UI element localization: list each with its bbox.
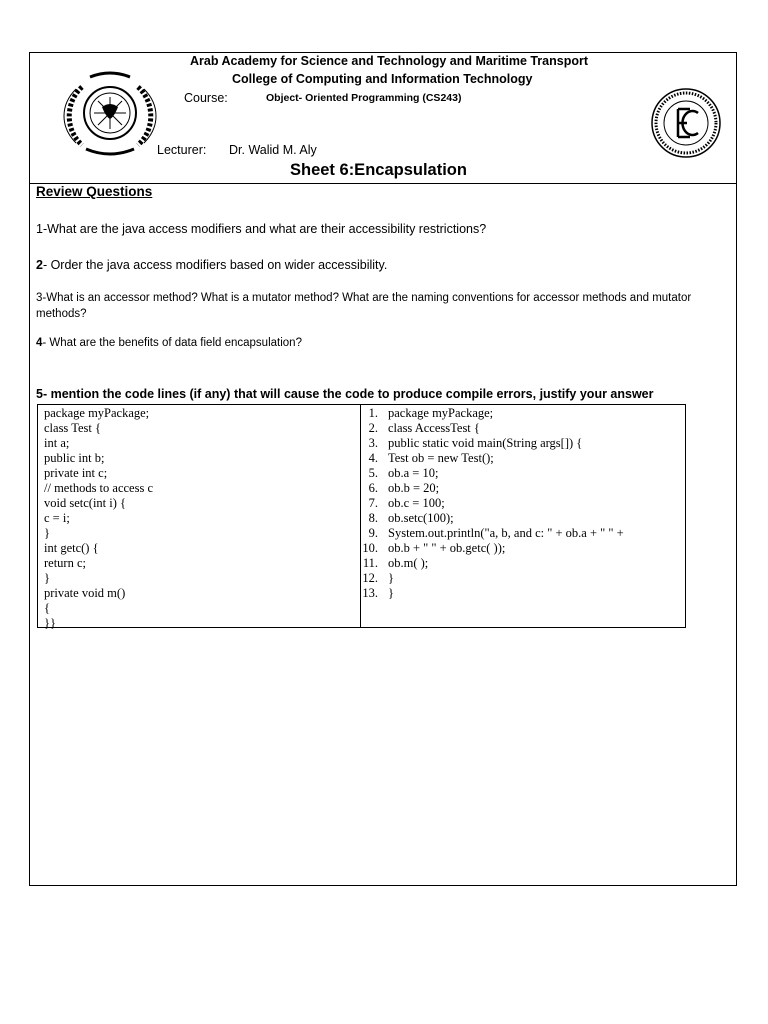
line-number: 2. xyxy=(368,421,378,435)
code-line: private int c; xyxy=(44,466,108,480)
numbered-code-line xyxy=(362,436,685,451)
numbered-code-line xyxy=(362,541,685,556)
line-text: package myPackage; xyxy=(388,406,494,420)
line-text: public static void main(String args[]) { xyxy=(388,436,583,450)
numbered-code-line xyxy=(362,586,685,601)
line-text: ob.a = 10; xyxy=(388,466,439,480)
line-text: ob.m( ); xyxy=(388,556,429,570)
question-3: 3-What is an accessor method? What is a mutator method? What are the naming conventions for accessor methods and mutator methods? xyxy=(36,292,692,320)
access-test-code xyxy=(362,405,685,628)
code-line: } xyxy=(44,571,50,585)
institution-name: Arab Academy for Science and Technology and Maritime Transport xyxy=(190,54,589,68)
code-line: return c; xyxy=(44,556,86,570)
line-number: 5. xyxy=(368,466,378,480)
code-line: int a; xyxy=(44,436,70,450)
line-text: Test ob = new Test(); xyxy=(388,451,494,465)
code-line: int getc() { xyxy=(44,541,99,555)
code-line: { xyxy=(44,601,50,615)
line-number: 12. xyxy=(362,571,378,585)
numbered-code-line xyxy=(362,496,685,511)
numbered-code-line xyxy=(362,466,685,481)
question-1: 1-What are the java access modifiers and what are their accessibility restrictions? xyxy=(36,222,487,236)
line-text: ob.c = 100; xyxy=(388,496,445,510)
line-number: 11. xyxy=(362,556,378,570)
line-text: System.out.println("a, b, and c: " + ob.a + " " + xyxy=(388,526,624,540)
course-name: Object- Oriented Programming (CS243) xyxy=(266,92,462,104)
sheet-title: Sheet 6:Encapsulation xyxy=(290,161,467,179)
question-4: 4- What are the benefits of data field encapsulation? xyxy=(36,337,302,349)
line-text: ob.b = 20; xyxy=(388,481,440,495)
code-line: private void m() xyxy=(44,586,126,600)
line-number: 10. xyxy=(362,541,378,555)
academy-seal-icon xyxy=(52,67,168,159)
code-line: c = i; xyxy=(44,511,70,525)
numbered-code-line xyxy=(362,406,685,421)
code-line: }} xyxy=(44,616,56,630)
numbered-code-line xyxy=(362,451,685,466)
line-number: 8. xyxy=(368,511,378,525)
line-number: 9. xyxy=(368,526,378,540)
numbered-code-line xyxy=(362,511,685,526)
exercise-sheet xyxy=(29,52,737,886)
line-number: 4. xyxy=(368,451,378,465)
line-number: 7. xyxy=(368,496,378,510)
line-number: 3. xyxy=(368,436,378,450)
lecturer-label: Lecturer: xyxy=(157,143,207,157)
line-number: 6. xyxy=(368,481,378,495)
code-line: package myPackage; xyxy=(44,406,150,420)
code-table xyxy=(37,404,686,628)
code-line: void setc(int i) { xyxy=(44,496,127,510)
line-text: ob.b + " " + ob.getc( )); xyxy=(388,541,506,555)
line-number: 1. xyxy=(368,406,378,420)
test-class-code xyxy=(38,405,361,630)
line-text: ob.setc(100); xyxy=(388,511,454,525)
numbered-code-line xyxy=(362,421,685,436)
numbered-code-line xyxy=(362,526,685,541)
line-text: } xyxy=(388,586,394,600)
numbered-code-line xyxy=(362,571,685,586)
line-text: class AccessTest { xyxy=(388,421,480,435)
line-text: } xyxy=(388,571,394,585)
code-line: class Test { xyxy=(44,421,101,435)
lecturer-name: Dr. Walid M. Aly xyxy=(229,143,317,157)
code-line: } xyxy=(44,526,50,540)
college-name: College of Computing and Information Technology xyxy=(232,72,533,86)
question-5: 5- mention the code lines (if any) that will cause the code to produce compile errors, justify your answer xyxy=(36,387,654,401)
code-line: public int b; xyxy=(44,451,105,465)
code-line: // methods to access c xyxy=(44,481,153,495)
sheet-header xyxy=(30,53,736,184)
question-2: 2- Order the java access modifiers based on wider accessibility. xyxy=(36,258,388,272)
numbered-code-line xyxy=(362,556,685,571)
line-number: 13. xyxy=(362,586,378,600)
college-logo-icon xyxy=(650,87,722,159)
review-questions-heading: Review Questions xyxy=(36,184,153,199)
numbered-code-line xyxy=(362,481,685,496)
course-label: Course: xyxy=(184,91,228,105)
